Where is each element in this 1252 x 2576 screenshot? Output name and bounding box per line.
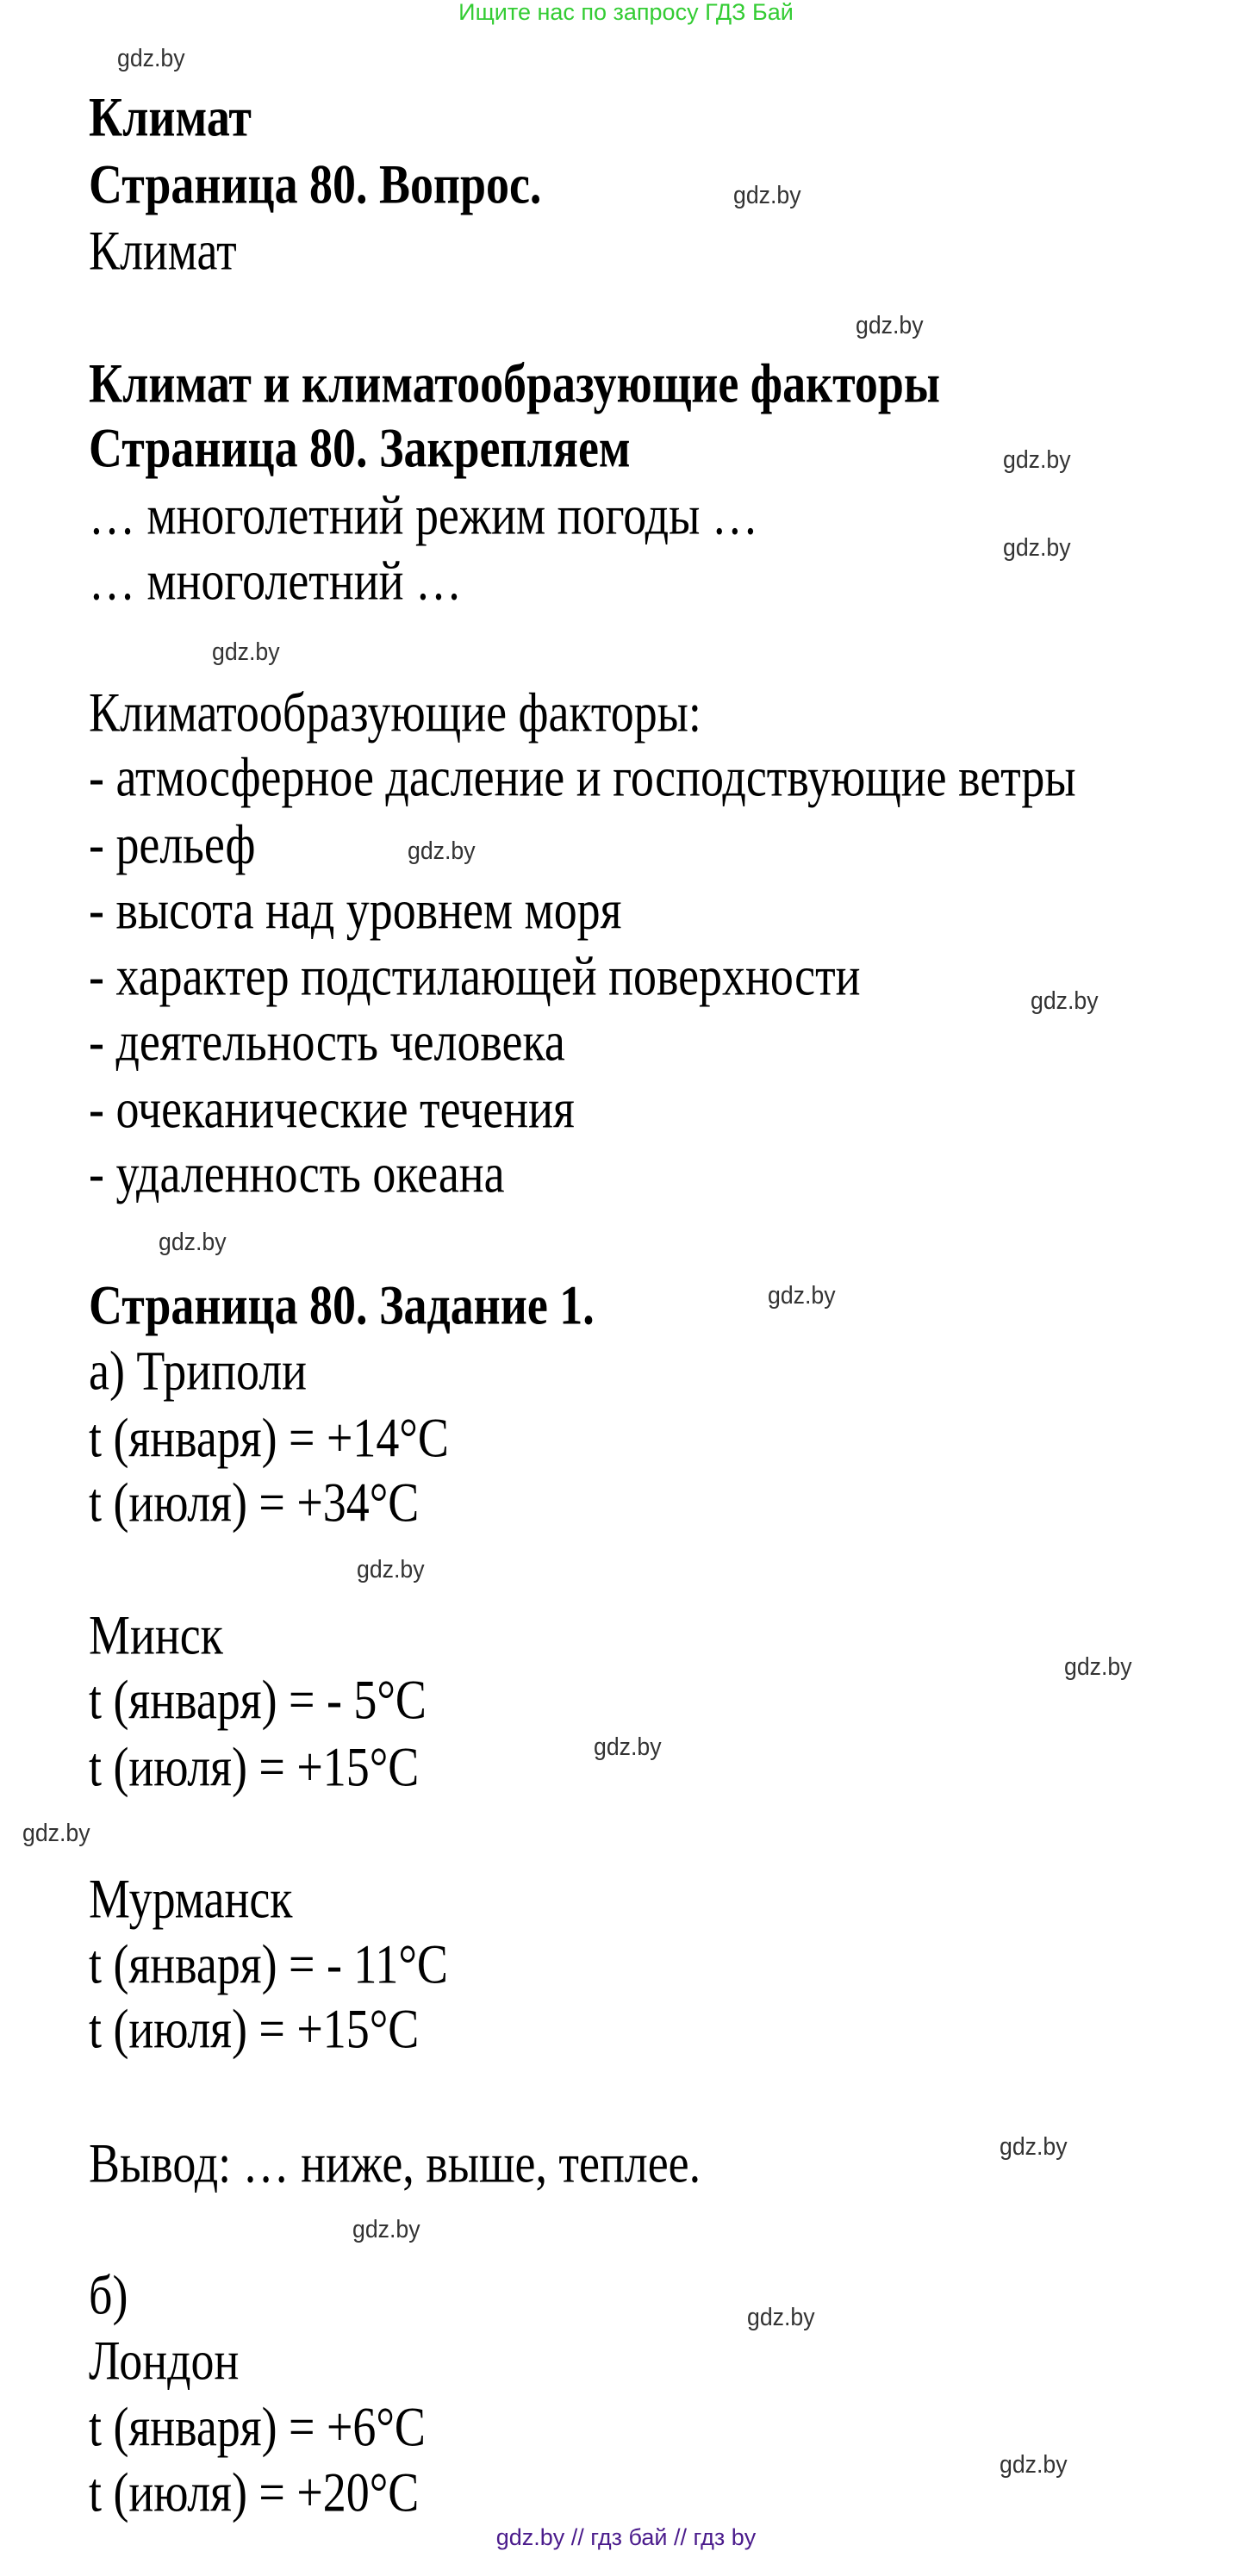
text-line: Климатообразующие факторы: bbox=[89, 680, 701, 744]
watermark: gdz.by bbox=[733, 182, 801, 210]
section-heading: Страница 80. Закрепляем bbox=[89, 416, 631, 480]
watermark: gdz.by bbox=[1064, 1653, 1133, 1682]
watermark: gdz.by bbox=[352, 2216, 420, 2244]
watermark: gdz.by bbox=[856, 312, 924, 340]
text-line: б) bbox=[89, 2262, 128, 2326]
section-heading: Страница 80. Задание 1. bbox=[89, 1273, 595, 1337]
watermark: gdz.by bbox=[1002, 445, 1071, 474]
text-line: … многолетний … bbox=[89, 548, 462, 612]
watermark: gdz.by bbox=[999, 2450, 1068, 2479]
text-line: Мурманск bbox=[89, 1867, 293, 1930]
watermark: gdz.by bbox=[211, 638, 280, 666]
text-line: а) Триполи bbox=[89, 1339, 308, 1402]
watermark: gdz.by bbox=[999, 2132, 1068, 2161]
watermark: gdz.by bbox=[22, 1820, 91, 1848]
text-line: t (января) = +14°C bbox=[89, 1405, 449, 1469]
text-line: t (июля) = +15°C bbox=[89, 1734, 420, 1798]
section-heading: Климат и климатообразующие факторы bbox=[89, 351, 940, 414]
text-line: - деятельность человека bbox=[89, 1009, 565, 1073]
search-hint-banner: Ищите нас по запросу ГДЗ Бай bbox=[458, 0, 794, 25]
text-line: … многолетний режим погоды … bbox=[89, 482, 758, 546]
section-heading: Климат bbox=[89, 85, 252, 149]
text-line: Лондон bbox=[89, 2328, 240, 2392]
text-line: t (января) = - 5°C bbox=[89, 1668, 427, 1732]
watermark: gdz.by bbox=[768, 1282, 836, 1310]
text-line: - очеканические течения bbox=[89, 1076, 575, 1140]
section-heading: Страница 80. Вопрос. bbox=[89, 152, 542, 215]
text-line: t (июля) = +20°C bbox=[89, 2460, 420, 2523]
text-line: Вывод: … ниже, выше, теплее. bbox=[89, 2131, 701, 2194]
text-line: - атмосферное дасление и господствующие ветры bbox=[89, 745, 1076, 809]
text-line: - высота над уровнем моря bbox=[89, 877, 622, 941]
watermark: gdz.by bbox=[1002, 533, 1071, 562]
text-line: t (января) = - 11°C bbox=[89, 1932, 448, 1995]
text-line: t (июля) = +15°C bbox=[89, 1997, 420, 2061]
text-line: - характер подстилающей поверхности bbox=[89, 944, 861, 1008]
text-line: t (января) = +6°C bbox=[89, 2395, 426, 2458]
footer-banner: gdz.by // гдз бай // гдз by bbox=[495, 2524, 757, 2550]
text-line: t (июля) = +34°C bbox=[89, 1471, 420, 1534]
text-line: - рельеф bbox=[89, 812, 256, 875]
watermark: gdz.by bbox=[1030, 986, 1099, 1015]
text-line: - удаленность океана bbox=[89, 1142, 505, 1205]
watermark: gdz.by bbox=[407, 837, 476, 865]
watermark: gdz.by bbox=[746, 2304, 815, 2332]
watermark: gdz.by bbox=[158, 1228, 227, 1256]
text-line: Минск bbox=[89, 1602, 223, 1666]
text-line: Климат bbox=[89, 219, 237, 283]
watermark: gdz.by bbox=[593, 1733, 662, 1762]
watermark: gdz.by bbox=[117, 45, 185, 73]
watermark: gdz.by bbox=[357, 1555, 425, 1584]
